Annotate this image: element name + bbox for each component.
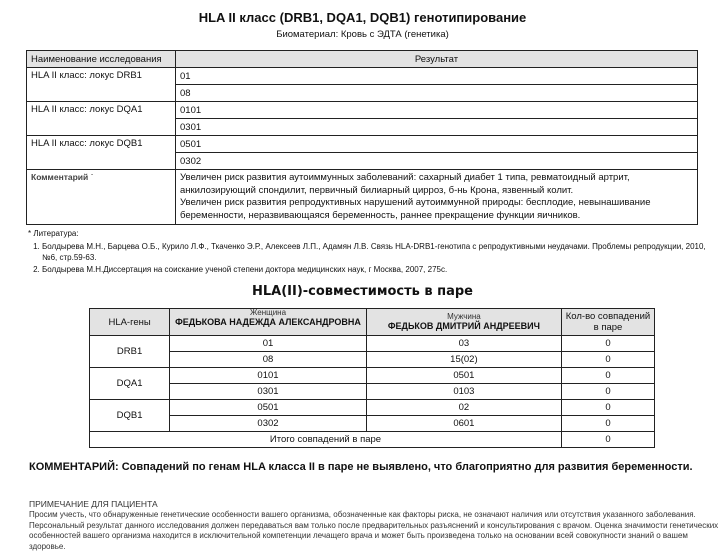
literature-item: 2. Болдырева М.Н.Диссертация на соискание ученой степени доктора медицинских наук, г Москва, 2007, 275с.: [42, 264, 708, 275]
man-allele: 02: [366, 400, 561, 416]
literature-list: [28, 241, 708, 275]
gene-name: DQB1: [90, 400, 170, 432]
table-row: [90, 384, 655, 400]
compat-header-row: [90, 309, 655, 336]
man-allele: 0501: [366, 368, 561, 384]
col-header-woman: [170, 309, 367, 336]
woman-allele: 0301: [170, 384, 367, 400]
col-header-match-count: Кол-во совпадений в паре: [562, 309, 655, 336]
compatibility-table: [89, 308, 655, 448]
allele-value: 0301: [176, 119, 698, 136]
man-allele: 0601: [366, 416, 561, 432]
woman-name: ФЕДЬКОВА НАДЕЖДА АЛЕКСАНДРОВНА: [175, 317, 361, 327]
comment-line: Увеличен риск развития аутоиммунных заболеваний: сахарный диабет 1 типа, ревматоидный артрит,: [180, 172, 630, 183]
man-name: ФЕДЬКОВ ДМИТРИЙ АНДРЕЕВИЧ: [387, 321, 540, 331]
man-role: Мужчина: [447, 312, 481, 321]
table-row: [90, 400, 655, 416]
table-row: [27, 68, 698, 85]
allele-value: 0101: [176, 102, 698, 119]
literature-section: [28, 228, 708, 276]
table-row: [90, 336, 655, 352]
gene-name: DQA1: [90, 368, 170, 400]
compatibility-title: HLA(II)-совместимость в паре: [251, 284, 473, 299]
results-table: [26, 50, 698, 225]
match-count: 0: [562, 384, 655, 400]
literature-item: 1. Болдырева М.Н., Барцева О.Б., Курило Л.Ф., Ткаченко Э.Р., Алексеев Л.П., Адамян Л.В. Связь HLA-DRB1-генотипа с репродуктивными неудачами. Проблемы репродукции, 2010, №6, стр.59-63.: [42, 241, 708, 263]
biomaterial-subtitle: Биоматериал: Кровь с ЭДТА (генетика): [276, 29, 449, 40]
comment-line: беременности, неразвивающаяся беременность, раннее прекращение функции яичников.: [180, 209, 581, 221]
match-count: 0: [562, 368, 655, 384]
report-title: HLA II класс (DRB1, DQA1, DQB1) генотипирование: [198, 10, 527, 25]
results-header-row: [27, 51, 698, 68]
match-count: 0: [562, 352, 655, 368]
col-header-name: Наименование исследования: [27, 51, 176, 68]
man-allele: 15(02): [366, 352, 561, 368]
match-count: 0: [562, 400, 655, 416]
total-row: [90, 432, 655, 448]
woman-allele: 0302: [170, 416, 367, 432]
patient-note-title: ПРИМЕЧАНИЕ ДЛЯ ПАЦИЕНТА: [29, 499, 158, 509]
allele-value: 01: [176, 68, 698, 85]
col-header-result: Результат: [176, 51, 698, 68]
col-header-man: [366, 309, 561, 336]
total-label: Итого совпадений в паре: [90, 432, 562, 448]
allele-value: 0501: [176, 136, 698, 153]
comment-line: Увеличен риск развития репродуктивных нарушений аутоиммунной природы: бесплодие, невынашивание: [180, 197, 651, 208]
woman-allele: 0501: [170, 400, 367, 416]
gene-name: DRB1: [90, 336, 170, 368]
table-row: [27, 102, 698, 119]
match-count: 0: [562, 416, 655, 432]
comment-label: Комментарий ˙: [27, 170, 176, 225]
table-row: [27, 136, 698, 153]
table-row: [90, 352, 655, 368]
woman-allele: 08: [170, 352, 367, 368]
locus-name: HLA II класс: локус DQA1: [27, 102, 176, 136]
comment-row: [27, 170, 698, 225]
locus-name: HLA II класс: локус DRB1: [27, 68, 176, 102]
locus-name: HLA II класс: локус DQB1: [27, 136, 176, 170]
comment-line: анкилозирующий спондилит, первичный билиарный цирроз, б-нь Крона, язвенный колит.: [180, 184, 574, 196]
compatibility-commentary: КОММЕНТАРИЙ: Совпадений по генам HLA класса II в паре не выявлено, что благоприятно для развития беременности.: [29, 461, 693, 473]
total-value: 0: [562, 432, 655, 448]
literature-heading: * Литература:: [28, 229, 79, 238]
woman-allele: 0101: [170, 368, 367, 384]
table-row: [90, 416, 655, 432]
patient-note-text: Просим учесть, что обнаруженные генетические особенности вашего организма, обозначенные как факторы риска, не означают наличия или отсутствия указанного заболевания. Персональный результат данного исследования должен передаваться вам только после предварительных разъяснений и консультирования с врачом. Оценка значимости генетических особенностей вашего организма находится в исключительной компетенции лечащего врача и может быть произведена только на основании всей совокупности знаний о вашем здоровье.: [29, 510, 719, 551]
man-allele: 0103: [366, 384, 561, 400]
comment-text: [176, 170, 698, 225]
man-allele: 03: [366, 336, 561, 352]
table-row: [90, 368, 655, 384]
match-count: 0: [562, 336, 655, 352]
allele-value: 08: [176, 85, 698, 102]
col-header-genes: HLA-гены: [90, 309, 170, 336]
woman-allele: 01: [170, 336, 367, 352]
allele-value: 0302: [176, 153, 698, 170]
woman-role: Женщина: [249, 308, 287, 317]
